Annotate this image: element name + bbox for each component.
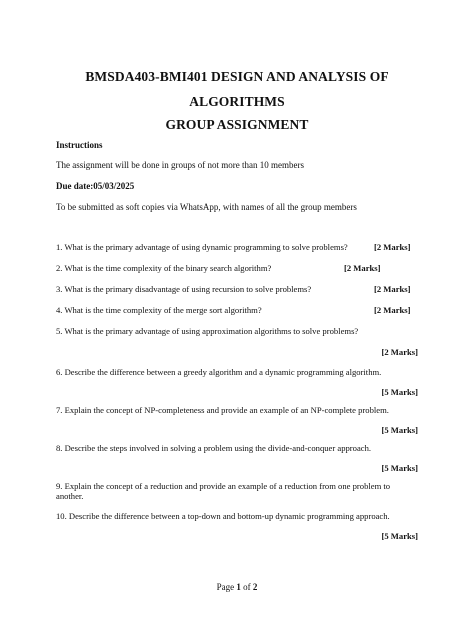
- due-date: Due date:05/03/2025: [56, 181, 135, 191]
- question-text: 5. What is the primary advantage of using approximation algorithms to solve problems?: [56, 326, 359, 336]
- question-7: [56, 405, 418, 415]
- page-footer: [0, 582, 474, 592]
- document-subtitle: GROUP ASSIGNMENT: [165, 117, 309, 132]
- question-text: 9. Explain the concept of a reduction and provide an example of a reduction from one problem to another.: [56, 481, 391, 501]
- instructions-heading: Instructions: [56, 140, 103, 150]
- question-text: 8. Describe the steps involved in solving a problem using the divide-and-conquer approach.: [56, 443, 372, 453]
- question-5-marks: [2 Marks]: [381, 347, 418, 357]
- question-text: 6. Describe the difference between a greedy algorithm and a dynamic programming algorithm.: [56, 367, 382, 377]
- question-text: 7. Explain the concept of NP-completeness and provide an example of an NP-complete problem.: [56, 405, 389, 415]
- question-2: [56, 263, 418, 273]
- question-7-marks: [5 Marks]: [381, 425, 418, 435]
- question-6: [56, 367, 418, 377]
- question-marks: [2 Marks]: [374, 242, 411, 252]
- question-text: 3. What is the primary disadvantage of using recursion to solve problems?: [56, 284, 312, 294]
- question-8: [56, 443, 418, 453]
- submission-instructions: To be submitted as soft copies via WhatsApp, with names of all the group members: [56, 202, 357, 212]
- question-text: 4. What is the time complexity of the merge sort algorithm?: [56, 305, 262, 315]
- question-3: [56, 284, 418, 294]
- question-marks: [2 Marks]: [374, 284, 411, 294]
- question-10-marks: [5 Marks]: [381, 531, 418, 541]
- question-text: 2. What is the time complexity of the binary search algorithm?: [56, 263, 272, 273]
- page-of: of: [240, 582, 253, 592]
- question-text: 1. What is the primary advantage of using dynamic programming to solve problems?: [56, 242, 348, 252]
- page-total: 2: [252, 582, 258, 592]
- page-prefix: Page: [216, 582, 237, 592]
- question-9: [56, 481, 418, 501]
- question-1: [56, 242, 418, 252]
- question-marks: [2 Marks]: [344, 263, 381, 273]
- question-4: [56, 305, 418, 315]
- document-title-line-2: ALGORITHMS: [189, 94, 285, 109]
- question-text: 10. Describe the difference between a top-down and bottom-up dynamic programming approach.: [56, 511, 390, 521]
- page-current: 1: [236, 582, 241, 592]
- question-8-marks: [5 Marks]: [381, 463, 418, 473]
- question-6-marks: [5 Marks]: [381, 387, 418, 397]
- document-title-line-1: BMSDA403-BMI401 DESIGN AND ANALYSIS OF: [85, 69, 389, 84]
- question-5: [56, 326, 418, 336]
- question-10: [56, 511, 418, 521]
- instructions-text: The assignment will be done in groups of not more than 10 members: [56, 160, 304, 170]
- question-marks: [2 Marks]: [374, 305, 411, 315]
